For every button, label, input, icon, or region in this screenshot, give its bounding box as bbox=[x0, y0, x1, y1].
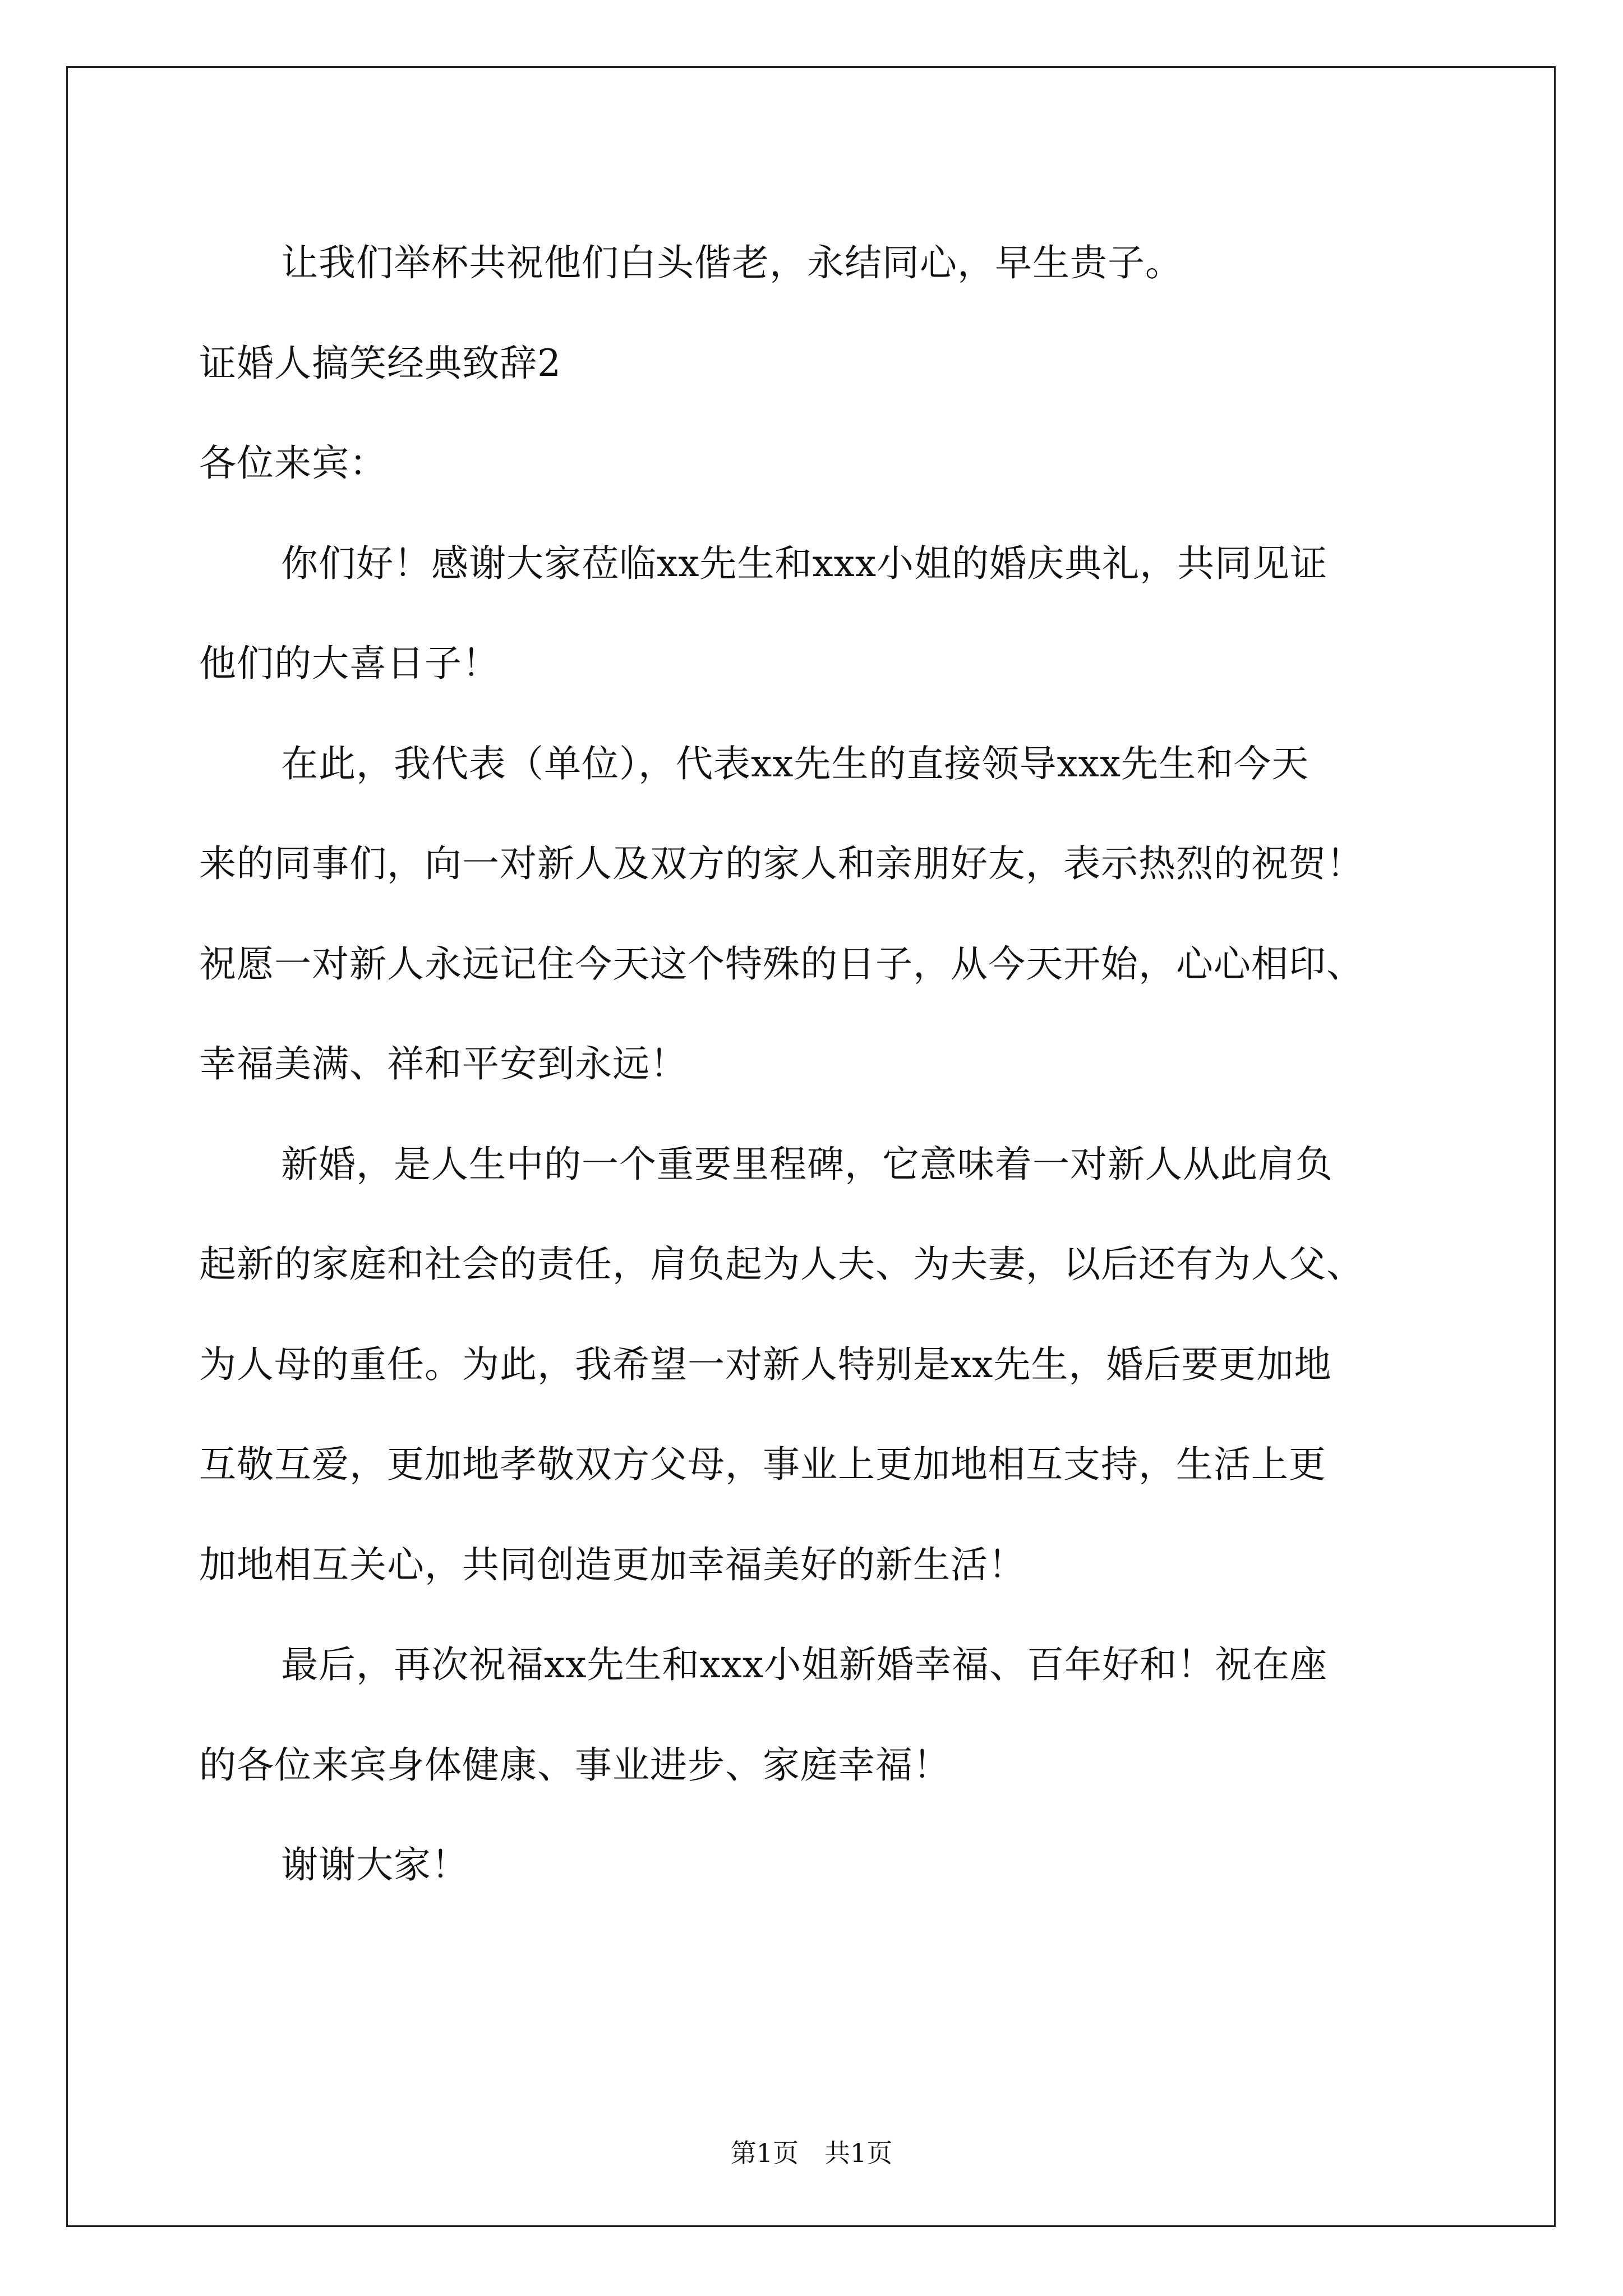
text-line-11: 起新的家庭和社会的责任，肩负起为人夫、为夫妻，以后还有为人父、 bbox=[199, 1243, 1364, 1286]
closing-thanks: 谢谢大家！ bbox=[281, 1843, 469, 1887]
text-line-5: 他们的大喜日子！ bbox=[199, 642, 500, 685]
text-line-6: 在此，我代表（单位），代表xx先生的直接领导xxx先生和今天 bbox=[281, 742, 1310, 785]
text-line-14: 加地相互关心，共同创造更加幸福美好的新生活！ bbox=[199, 1543, 1026, 1586]
text-line-15: 最后，再次祝福xx先生和xxx小姐新婚幸福、百年好和！祝在座 bbox=[281, 1643, 1328, 1686]
text-line-12: 为人母的重任。为此，我希望一对新人特别是xx先生，婚后要更加地 bbox=[199, 1342, 1332, 1386]
document-body bbox=[199, 213, 1433, 1916]
text-line-7: 来的同事们，向一对新人及双方的家人和亲朋好友，表示热烈的祝贺！ bbox=[199, 842, 1364, 885]
section-title: 证婚人搞笑经典致辞2 bbox=[199, 341, 561, 385]
text-line-9: 幸福美满、祥和平安到永远！ bbox=[199, 1042, 688, 1085]
text-line-8: 祝愿一对新人永远记住今天这个特殊的日子，从今天开始，心心相印、 bbox=[199, 942, 1364, 986]
text-line-4: 你们好！感谢大家莅临xx先生和xxx小姐的婚庆典礼，共同见证 bbox=[281, 541, 1328, 585]
salutation: 各位来宾： bbox=[199, 441, 387, 485]
text-line-10: 新婚，是人生中的一个重要里程碑，它意味着一对新人从此肩负 bbox=[281, 1142, 1333, 1186]
text-line-13: 互敬互爱，更加地孝敬双方父母，事业上更加地相互支持，生活上更 bbox=[199, 1443, 1326, 1486]
page-footer: 第1页 共1页 bbox=[730, 2138, 893, 2168]
text-line-1: 让我们举杯共祝他们白头偕老，永结同心，早生贵子。 bbox=[281, 241, 1183, 284]
text-line-16: 的各位来宾身体健康、事业进步、家庭幸福！ bbox=[199, 1743, 951, 1787]
